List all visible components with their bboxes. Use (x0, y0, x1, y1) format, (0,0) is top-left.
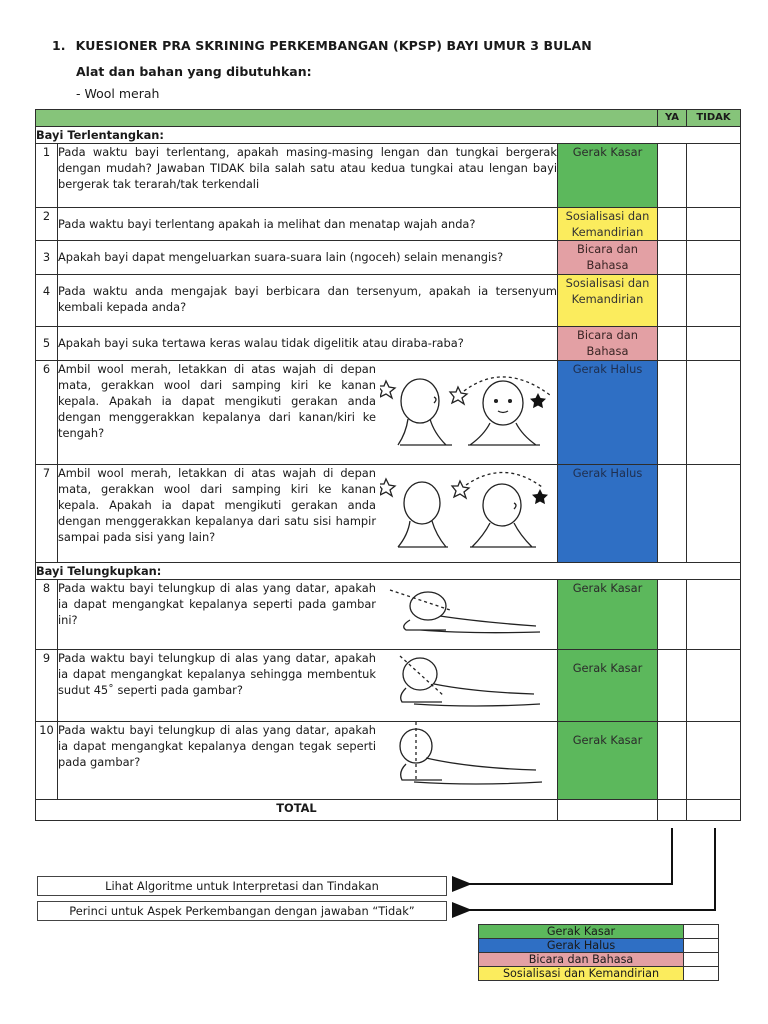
section-terlentang: Bayi Terlentangkan: (36, 127, 741, 144)
aspect-cell: Sosialisasi dan Kemandirian (558, 208, 658, 241)
arrow-to-algorithm (468, 828, 672, 884)
legend-row (479, 953, 719, 967)
question-text: Apakah bayi dapat mengeluarkan suara-suara lain (ngoceh) selain menangis? (58, 241, 558, 275)
question-text: Pada waktu bayi telungkup di alas yang datar, apakah ia dapat mengangkat kepalanya sehingga membentuk sudut 45˚ seperti pada gambar? (58, 651, 376, 697)
legend-count-box[interactable] (684, 967, 719, 981)
section-telungkup: Bayi Telungkupkan: (36, 563, 741, 580)
question-text: Pada waktu bayi terlentang, apakah masing-masing lengan dan tungkai bergerak dengan mudah? Jawaban TIDAK bila salah satu atau kedua tungkai atau lengan bayi bergerak tak terarah/tak terkendali (58, 144, 558, 208)
row-number: 9 (36, 650, 58, 722)
row-number: 6 (36, 361, 58, 465)
materials-title: Alat dan bahan yang dibutuhkan: (76, 64, 312, 79)
legend-count-box[interactable] (684, 939, 719, 953)
aspect-cell: Gerak Kasar (558, 722, 658, 800)
col-ya-header: YA (658, 110, 687, 127)
legend-row (479, 967, 719, 981)
row-number: 7 (36, 465, 58, 563)
question-text: Pada waktu bayi telungkup di alas yang datar, apakah ia dapat mengangkat kepalanya seperti pada gambar ini? (58, 581, 376, 627)
row-number: 1 (36, 144, 58, 208)
legend-count-box[interactable] (684, 925, 719, 939)
aspect-cell: Sosialisasi dan Kemandirian (558, 275, 658, 327)
detail-reference-box: Perinci untuk Aspek Perkembangan dengan jawaban “Tidak” (37, 901, 447, 921)
total-label: TOTAL (36, 800, 558, 821)
aspect-legend (478, 924, 719, 981)
row-number: 5 (36, 327, 58, 361)
row-number: 3 (36, 241, 58, 275)
question-text: Pada waktu bayi terlentang apakah ia melihat dan menatap wajah anda? (58, 208, 558, 241)
materials-item: - Wool merah (76, 86, 160, 101)
legend-bicara-bahasa: Bicara dan Bahasa (479, 953, 684, 967)
question-text: Ambil wool merah, letakkan di atas wajah di depan mata, gerakkan wool dari samping kiri ke kanan kepala. Apakah ia dapat mengikuti gerakan anda dengan menggerakkan kepalanya dari kanan/kiri ke tengah? (58, 362, 376, 440)
aspect-cell: Gerak Halus (558, 465, 658, 563)
legend-row (479, 939, 719, 953)
arrow-to-detail (468, 828, 715, 910)
col-tidak-header: TIDAK (687, 110, 741, 127)
row-number: 4 (36, 275, 58, 327)
legend-gerak-halus: Gerak Halus (479, 939, 684, 953)
heading-number: 1. (52, 38, 66, 53)
row-number: 10 (36, 722, 58, 800)
legend-sosialisasi: Sosialisasi dan Kemandirian (479, 967, 684, 981)
row-number: 8 (36, 580, 58, 650)
aspect-cell: Gerak Halus (558, 361, 658, 465)
aspect-cell: Gerak Kasar (558, 144, 658, 208)
aspect-cell: Bicara dan Bahasa (558, 327, 658, 361)
legend-row (479, 925, 719, 939)
question-text: Apakah bayi suka tertawa keras walau tidak digelitik atau diraba-raba? (58, 327, 558, 361)
algorithm-reference-box: Lihat Algoritme untuk Interpretasi dan Tindakan (37, 876, 447, 896)
heading-title: KUESIONER PRA SKRINING PERKEMBANGAN (KPSP) BAYI UMUR 3 BULAN (75, 38, 592, 53)
question-text: Ambil wool merah, letakkan di atas wajah di depan mata, gerakkan wool dari samping kiri ke kanan kepala. Apakah ia dapat mengikuti gerakan anda dengan menggerakkan kepalanya dari satu sisi hampir sampai pada sisi yang lain? (58, 466, 376, 544)
aspect-cell: Gerak Kasar (558, 580, 658, 650)
aspect-cell: Gerak Kasar (558, 650, 658, 722)
question-text: Pada waktu anda mengajak bayi berbicara dan tersenyum, apakah ia tersenyum kembali kepada anda? (58, 275, 558, 327)
row-number: 2 (36, 208, 58, 241)
legend-gerak-kasar: Gerak Kasar (479, 925, 684, 939)
legend-count-box[interactable] (684, 953, 719, 967)
question-text: Pada waktu bayi telungkup di alas yang datar, apakah ia dapat mengangkat kepalanya dengan tegak seperti pada gambar? (58, 723, 376, 769)
aspect-cell: Bicara dan Bahasa (558, 241, 658, 275)
